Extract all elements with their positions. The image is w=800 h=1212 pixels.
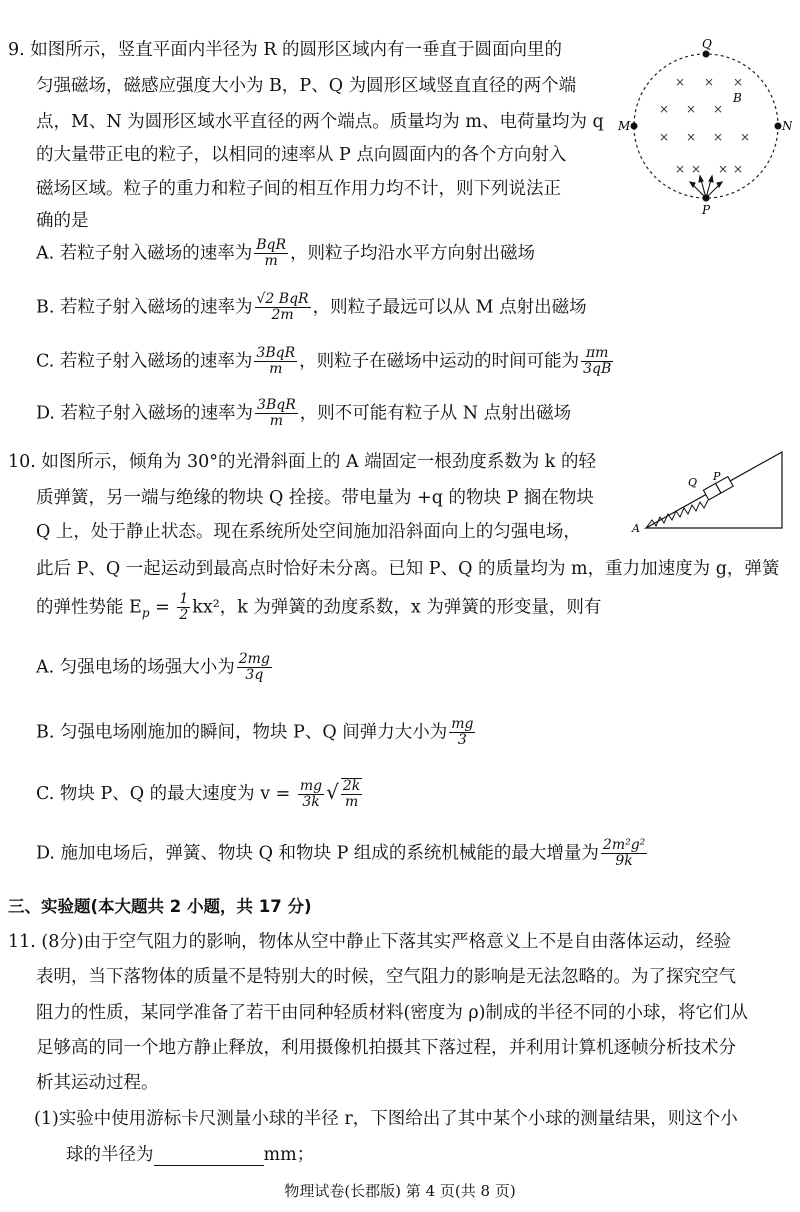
svg-text:×: ×	[675, 75, 686, 89]
label-n: N	[782, 119, 792, 133]
q11-stem-line-5: 析其运动过程。	[36, 1073, 159, 1093]
svg-text:×: ×	[659, 130, 670, 144]
q10-option-b[interactable]: B. 匀强电场刚施加的瞬间，物块 P、Q 间弹力大小为 $\frac{mg}{3}$	[36, 716, 474, 749]
q9-stem-line-2: 匀强磁场，磁感应强度大小为 B，P、Q 为圆形区域竖直直径的两个端	[36, 76, 577, 96]
label-p: P	[702, 203, 711, 216]
svg-text:×: ×	[713, 102, 724, 116]
answer-blank-radius[interactable]	[154, 1149, 264, 1166]
q10-stem-line-1: 10. 如图所示，倾角为 30°的光滑斜面上的 A 端固定一根劲度系数为 k 的轻	[8, 452, 596, 472]
q10-option-c[interactable]: C. 物块 P、Q 的最大速度为 v = $\frac{mg}{3k}$ √ $\frac{2k}{m}$	[36, 777, 361, 811]
q10-stem-line-4: 此后 P、Q 一起运动到最高点时恰好未分离。已知 P、Q 的质量均为 m，重力加速度为 g，弹簧	[36, 559, 780, 579]
q10-incline-figure	[628, 446, 794, 536]
q9-option-a[interactable]: A. 若粒子射入磁场的速率为 $\frac{\text{BqR}}{m}$ ，则粒子均沿水平方向射出磁场	[36, 237, 536, 270]
svg-text:×: ×	[713, 130, 724, 144]
q10-option-a[interactable]: A. 匀强电场的场强大小为 $\frac{2mg}{3q}$	[36, 651, 270, 684]
q10-option-d[interactable]: D. 施加电场后，弹簧、物块 Q 和物块 P 组成的系统机械能的最大增量为 $\frac{\text{2m²g²}}{9k}$	[36, 837, 646, 870]
q10-energy-line: 的弹性势能 $E_p$ = $\frac{1}{2}$ kx²，k 为弹簧的劲度系数，x 为弹簧的形变量，则有	[36, 591, 602, 624]
svg-text:×: ×	[733, 162, 744, 176]
label-q10-q: Q	[688, 476, 698, 489]
label-q: Q	[702, 37, 712, 51]
page-footer: 物理试卷(长郡版) 第 4 页(共 8 页)	[284, 1182, 516, 1200]
q10-stem-line-2: 质弹簧，另一端与绝缘的物块 Q 拴接。带电量为 +q 的物块 P 搁在物块	[36, 488, 594, 508]
q11-stem-line-3: 阻力的性质，某同学准备了若干由同种轻质材料(密度为 ρ)制成的半径不同的小球，将它们从	[36, 1003, 749, 1023]
svg-text:×: ×	[704, 75, 715, 89]
q10-stem-line-3: Q 上，处于静止状态。现在系统所处空间施加沿斜面向上的匀强电场，	[36, 522, 581, 542]
svg-text:×: ×	[686, 102, 697, 116]
q9-stem-line-6: 确的是	[36, 211, 89, 231]
q11-stem-line-2: 表明，当下落物体的质量不是特别大的时候，空气阻力的影响是无法忽略的。为了探究空气	[36, 967, 736, 987]
q11-sub1-line-1: (1)实验中使用游标卡尺测量小球的半径 r，下图给出了其中某个小球的测量结果，则这个小	[34, 1109, 738, 1129]
label-m: M	[618, 119, 631, 133]
svg-text:×: ×	[686, 130, 697, 144]
section-3-heading: 三、实验题(本大题共 2 小题，共 17 分)	[8, 897, 312, 916]
q9-stem-line-5: 磁场区域。粒子的重力和粒子间的相互作用力均不计，则下列说法正	[36, 179, 561, 199]
label-q10-p: P	[713, 470, 721, 483]
svg-text:×: ×	[740, 130, 751, 144]
svg-text:×: ×	[718, 162, 729, 176]
q9-option-c[interactable]: C. 若粒子射入磁场的速率为 $\frac{\text{3BqR}}{m}$ ，则粒子在磁场中运动的时间可能为 $\frac{\pi m}{3qB}$	[36, 345, 612, 378]
q9-option-b[interactable]: B. 若粒子射入磁场的速率为 $\frac{\text{√2 BqR}}{2m}$ ，则粒子最远可以从 M 点射出磁场	[36, 291, 587, 324]
q9-stem-line-1: 9. 如图所示，竖直平面内半径为 R 的圆形区域内有一垂直于圆面向里的	[8, 40, 563, 60]
q9-magnetic-field-figure	[612, 36, 792, 216]
svg-text:×: ×	[659, 102, 670, 116]
svg-text:×: ×	[691, 162, 702, 176]
svg-text:×: ×	[675, 162, 686, 176]
label-q10-a: A	[632, 522, 640, 535]
q11-sub1-line-2: 球的半径为 mm；	[66, 1145, 315, 1165]
q9-stem-line-4: 的大量带正电的粒子，以相同的速率从 P 点向圆面内的各个方向射入	[36, 145, 567, 165]
q9-option-d[interactable]: D. 若粒子射入磁场的速率为 $\frac{\text{3BqR}}{m}$ ，则不可能有粒子从 N 点射出磁场	[36, 397, 572, 430]
svg-text:×: ×	[733, 75, 744, 89]
q11-stem-line-4: 足够高的同一个地方静止释放，利用摄像机拍摄其下落过程，并利用计算机逐帧分析技术分	[36, 1038, 736, 1058]
q11-stem-line-1: 11. (8分)由于空气阻力的影响，物体从空中静止下落其实严格意义上不是自由落体运动，经验	[8, 932, 732, 952]
label-b: B	[733, 91, 742, 105]
q9-stem-line-3: 点，M、N 为圆形区域水平直径的两个端点。质量均为 m、电荷量均为 q	[36, 112, 604, 132]
